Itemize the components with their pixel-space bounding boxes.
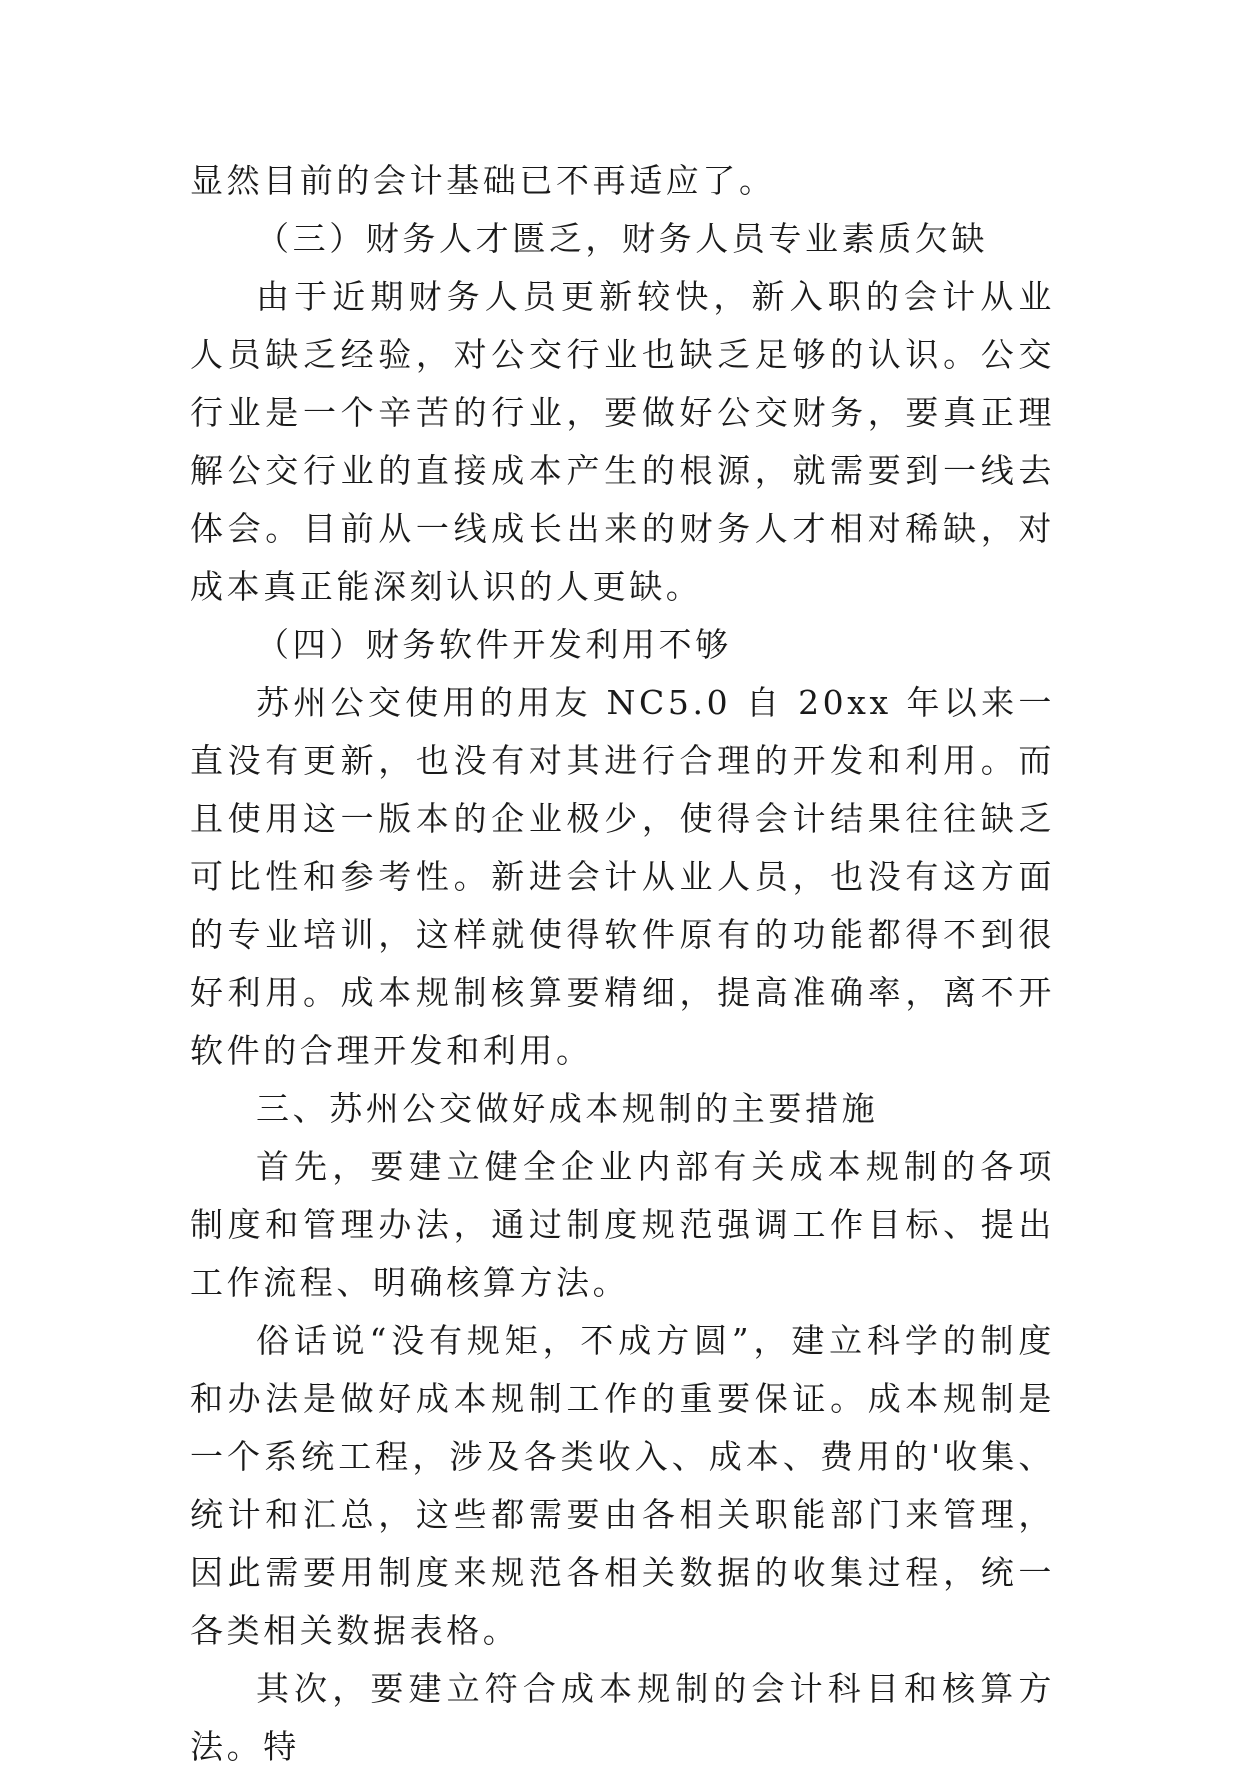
paragraph-proverb: 俗话说“没有规矩，不成方圆”，建立科学的制度和办法是做好成本规制工作的重要保证。成本规制是一个系统工程，涉及各类收入、成本、费用的'收集、统计和汇总，这些都需要由各相关职能部门来管理，因此需要用制度来规范各相关数据的收集过程，统一各类相关数据表格。	[190, 1321, 1055, 1650]
section-heading-4: （四）财务软件开发利用不够	[256, 625, 732, 664]
paragraph-first: 首先，要建立健全企业内部有关成本规制的各项制度和管理办法，通过制度规范强调工作目标、提出工作流程、明确核算方法。	[190, 1147, 1055, 1302]
paragraph-second: 其次，要建立符合成本规制的会计科目和核算方法。特	[190, 1669, 1055, 1766]
section-heading-measures: 三、苏州公交做好成本规制的主要措施	[256, 1089, 879, 1128]
paragraph-continuation: 显然目前的会计基础已不再适应了。	[190, 161, 776, 200]
document-page	[190, 152, 1055, 1776]
paragraph-software: 苏州公交使用的用友 NC5.0 自 20xx 年以来一直没有更新，也没有对其进行合理的开发和利用。而且使用这一版本的企业极少，使得会计结果往往缺乏可比性和参考性。新进会计从业人员，也没有这方面的专业培训，这样就使得软件原有的功能都得不到很好利用。成本规制核算要精细，提高准确率，离不开软件的合理开发和利用。	[190, 683, 1055, 1070]
section-heading-3: （三）财务人才匮乏，财务人员专业素质欠缺	[256, 219, 988, 258]
paragraph-staff: 由于近期财务人员更新较快，新入职的会计从业人员缺乏经验，对公交行业也缺乏足够的认识。公交行业是一个辛苦的行业，要做好公交财务，要真正理解公交行业的直接成本产生的根源，就需要到一线去体会。目前从一线成长出来的财务人才相对稀缺，对成本真正能深刻认识的人更缺。	[190, 277, 1055, 606]
